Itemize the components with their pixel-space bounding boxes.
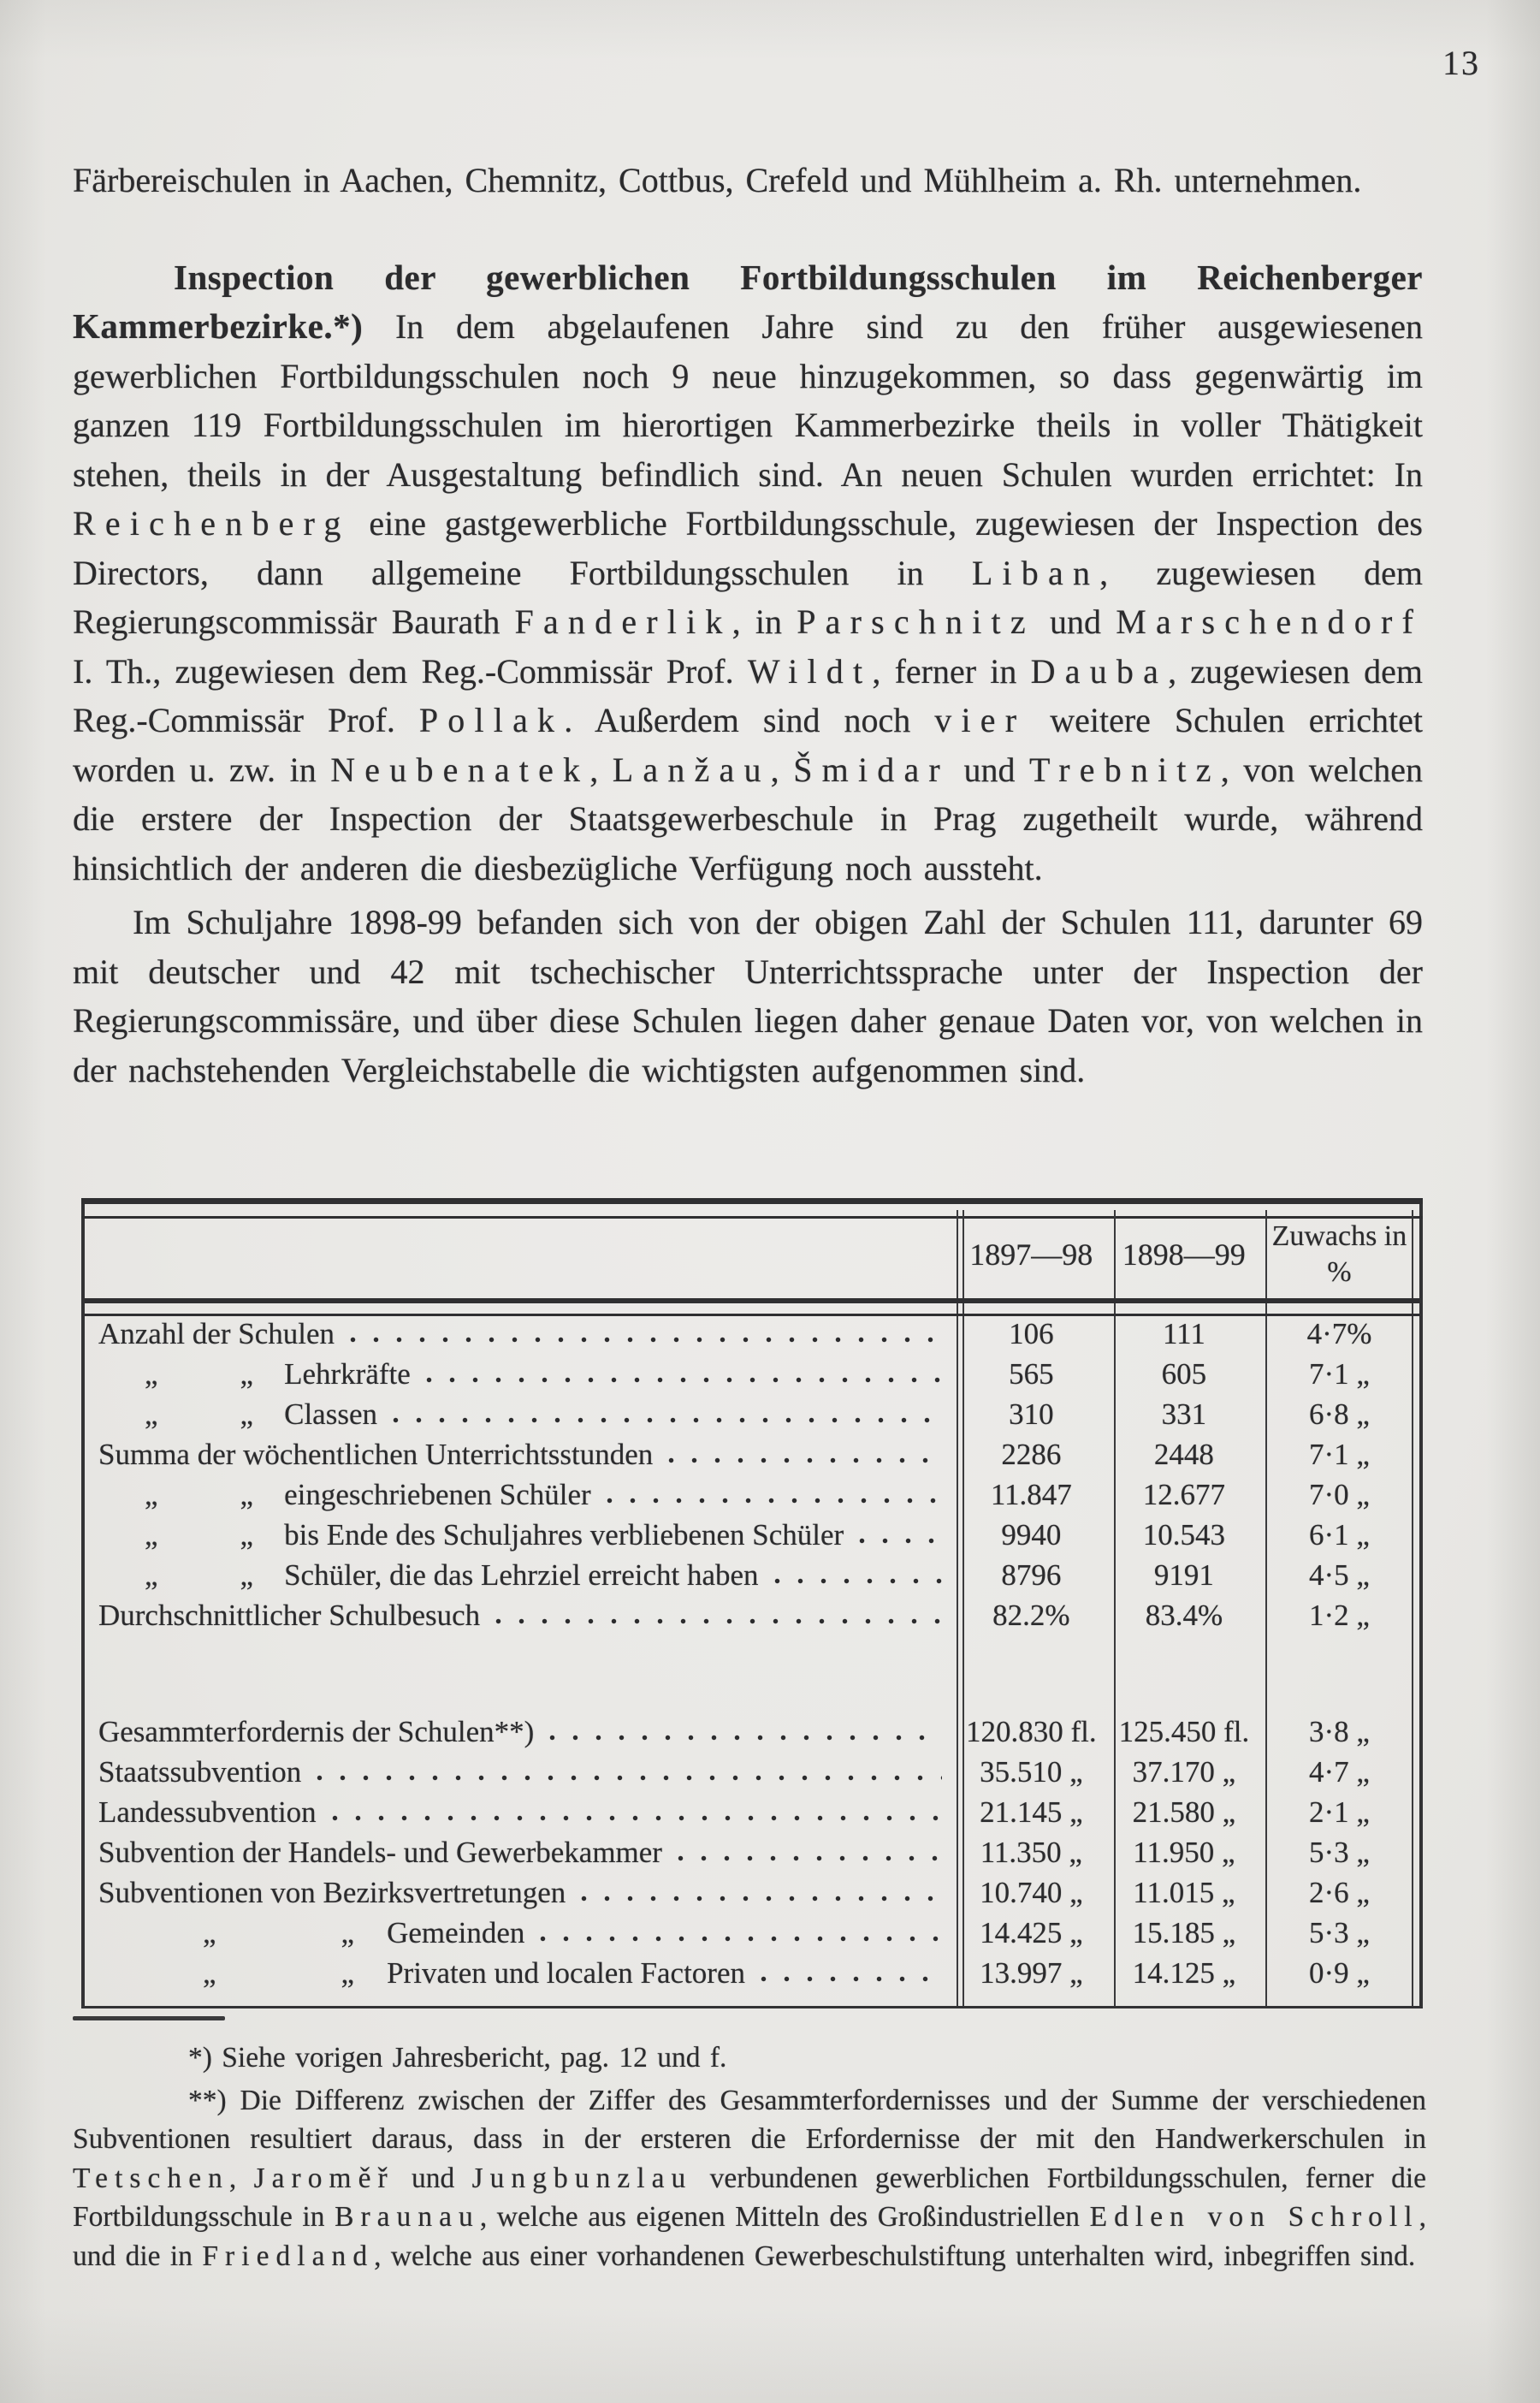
text-segment: Wildt xyxy=(747,651,873,691)
table-row xyxy=(85,1314,1419,1354)
ditto-mark: „ xyxy=(145,1477,158,1511)
dot-leader xyxy=(332,1815,942,1821)
table-row xyxy=(85,1394,1419,1434)
ditto-mark: „ xyxy=(341,1955,355,1990)
text-segment: eine gastgewerbliche Fortbildungsschule, zugewiesen der Inspection des Directors, dann allgemeine Fortbildungsschulen in xyxy=(73,504,1423,592)
ditto-mark: „ xyxy=(240,1558,254,1592)
cell-1897-98: 565 xyxy=(1009,1356,1054,1391)
cell-1898-99: 83.4% xyxy=(1145,1598,1223,1632)
cell-1898-99: 2448 xyxy=(1153,1437,1214,1471)
row-label xyxy=(85,1357,954,1391)
text-segment: Friedland xyxy=(202,2240,375,2272)
table-row xyxy=(85,1434,1419,1474)
dot-leader xyxy=(678,1855,942,1861)
text-segment: Edlen von Schroll xyxy=(1089,2201,1419,2233)
text-segment: , xyxy=(228,2162,254,2194)
row-label xyxy=(85,1397,954,1432)
text-segment: Lanžau xyxy=(612,750,771,789)
cell-1897-98: 11.350 „ xyxy=(980,1835,1082,1869)
cell-zuwachs: 0·9 „ xyxy=(1309,1955,1370,1990)
text-segment: weitere Schulen errichtet worden u. zw. in xyxy=(73,701,1423,789)
cell-1897-98: 35.510 „ xyxy=(980,1754,1083,1789)
table-group xyxy=(85,1314,1419,1635)
cell-1898-99: 9191 xyxy=(1153,1558,1214,1592)
text-segment: vier xyxy=(934,701,1027,739)
cell-zuwachs: 7·1 „ xyxy=(1309,1356,1370,1391)
text-segment: , xyxy=(770,750,794,789)
text-segment: Liban xyxy=(971,553,1100,592)
cell-1898-99: 14.125 „ xyxy=(1132,1955,1236,1990)
row-label-text: Anzahl der Schulen xyxy=(98,1316,335,1350)
cell-1897-98: 310 xyxy=(1009,1397,1054,1431)
footnotes xyxy=(73,2038,1426,2275)
text-segment: Färbereischulen in Aachen, Chemnitz, Cottbus, Crefeld und Mühlheim a. Rh. unternehmen. xyxy=(73,161,1362,199)
ditto-mark: „ xyxy=(240,1397,254,1431)
cell-1897-98: 106 xyxy=(1009,1316,1054,1350)
row-label xyxy=(85,1599,954,1633)
text-segment: Tetschen xyxy=(73,2162,229,2194)
header-zuwachs: Zuwachs in % xyxy=(1271,1220,1407,1288)
paragraph xyxy=(73,898,1423,1095)
text-segment: **) Die Differenz zwischen der Ziffer des Gesammterfordernisses und der Summe der verschiedenen Subventionen resultiert daraus, dass in der ersteren die Erfordernisse der mit den Handwerkerschulen in xyxy=(73,2084,1426,2155)
footnote-rule xyxy=(73,2016,225,2020)
header-1898-99: 1898—99 xyxy=(1122,1237,1246,1272)
text-segment: , zugewiesen dem Reg.-Commissär Prof. xyxy=(73,651,1424,739)
cell-1898-99: 21.580 „ xyxy=(1132,1795,1236,1829)
dot-leader xyxy=(540,1936,941,1942)
cell-1897-98: 8796 xyxy=(1001,1558,1062,1592)
row-label xyxy=(85,1518,954,1552)
cell-1897-98: 2286 xyxy=(1001,1437,1062,1471)
cell-1898-99: 111 xyxy=(1162,1316,1205,1350)
cell-1898-99: 605 xyxy=(1161,1356,1207,1391)
dot-leader xyxy=(581,1896,942,1902)
text-segment: , xyxy=(589,750,613,789)
dot-leader xyxy=(607,1498,942,1504)
row-label-text: Summa der wöchentlichen Unterrichtsstunden xyxy=(98,1437,654,1471)
row-label-text: Gemeinden xyxy=(387,1915,525,1949)
cell-zuwachs: 7·0 „ xyxy=(1309,1477,1370,1511)
text-segment: Inspection der gewerblichen Fortbildungsschulen im Reichenberger Kammerbezirke.*) xyxy=(73,257,1423,346)
text-segment: Reichenberg xyxy=(73,504,351,543)
text-segment: I. Th., zugewiesen dem Reg.-Commissär Prof. xyxy=(73,651,748,691)
text-segment: In dem abgelaufenen Jahre sind zu den früher ausgewiesenen gewerblichen Fortbildungsschulen noch 9 neue hinzugekommen, so dass gegenwärtig im ganzen 119 Fortbildungsschulen im hierortigen Kammerbezirke theils in voller Thätigkeit stehen, theils in der Ausgestaltung befindlich sind. An neuen Schulen wurden errichtet: In xyxy=(73,307,1423,494)
text-segment: , in xyxy=(732,602,797,641)
text-segment: Jungbunzlau xyxy=(471,2162,693,2194)
row-label-text: Classen xyxy=(284,1397,377,1431)
text-segment: und xyxy=(1034,602,1116,641)
row-label xyxy=(85,1956,954,1991)
dot-leader xyxy=(426,1377,942,1383)
text-segment: , welche aus eigenen Mitteln des Großindustriellen xyxy=(479,2201,1090,2233)
cell-zuwachs: 2·6 „ xyxy=(1309,1875,1370,1909)
text-segment: , ferner in xyxy=(872,651,1031,691)
table-row xyxy=(85,1752,1419,1792)
row-label-text: bis Ende des Schuljahres verbliebenen Schüler xyxy=(284,1517,844,1552)
cell-zuwachs: 4·5 „ xyxy=(1309,1558,1370,1592)
dot-leader xyxy=(668,1457,942,1463)
comparison-table xyxy=(81,1198,1423,2008)
table-group xyxy=(85,1712,1419,1993)
cell-zuwachs: 5·3 „ xyxy=(1309,1835,1370,1869)
table-row xyxy=(85,1792,1419,1832)
cell-1897-98: 21.145 „ xyxy=(980,1795,1083,1829)
row-label-text: Schüler, die das Lehrziel erreicht haben xyxy=(284,1558,759,1592)
footnote xyxy=(73,2081,1426,2276)
row-label xyxy=(85,1755,954,1789)
text-segment: , zugewiesen dem Regierungscommissär Baurath xyxy=(73,553,1424,641)
text-segment: , und die in xyxy=(73,2201,1426,2272)
ditto-mark: „ xyxy=(145,1558,158,1592)
table-row xyxy=(85,1354,1419,1394)
row-label-text: eingeschriebenen Schüler xyxy=(284,1477,591,1511)
text-segment: Fanderlik xyxy=(514,602,732,641)
row-label xyxy=(85,1478,954,1512)
table-body xyxy=(85,1314,1419,1993)
ditto-mark: „ xyxy=(240,1517,254,1552)
cell-1898-99: 10.543 xyxy=(1142,1517,1226,1552)
cell-1898-99: 11.015 „ xyxy=(1133,1875,1235,1909)
table-row xyxy=(85,1872,1419,1913)
text-segment: Im Schuljahre 1898-99 befanden sich von der obigen Zahl der Schulen 111, darunter 69 mit deutscher und 42 mit tschechischer Unterrichtssprache unter der Inspection der Regierungscommissäre, und über diese Schulen liegen daher genaue Daten vor, von welchen in der nachstehenden Vergleichstabelle die wichtigsten aufgenommen sind. xyxy=(73,903,1423,1089)
text-segment: . Außerdem sind noch xyxy=(564,701,935,739)
row-label xyxy=(85,1715,954,1749)
row-label-text: Staatssubvention xyxy=(98,1754,302,1789)
text-segment: Dauba xyxy=(1030,651,1169,691)
row-label-text: Durchschnittlicher Schulbesuch xyxy=(98,1598,481,1632)
ditto-mark: „ xyxy=(145,1356,158,1391)
dot-leader xyxy=(393,1417,942,1423)
table-row xyxy=(85,1555,1419,1595)
cell-zuwachs: 5·3 „ xyxy=(1309,1915,1370,1949)
text-segment: Marschendorf xyxy=(1116,602,1423,641)
table-row xyxy=(85,1595,1419,1635)
text-segment: Neubenatek xyxy=(330,750,590,789)
ditto-mark: „ xyxy=(203,1915,216,1949)
cell-1897-98: 14.425 „ xyxy=(980,1915,1083,1949)
cell-zuwachs: 6·8 „ xyxy=(1309,1397,1370,1431)
footnote xyxy=(73,2038,1426,2078)
cell-zuwachs: 4·7% xyxy=(1306,1316,1372,1350)
row-label-text: Subventionen von Bezirksvertretungen xyxy=(98,1875,566,1909)
text-segment: Trebnitz xyxy=(1029,750,1221,789)
cell-1898-99: 125.450 fl. xyxy=(1118,1714,1250,1748)
dot-leader xyxy=(761,1976,942,1982)
dot-leader xyxy=(495,1618,942,1624)
page-number: 13 xyxy=(1442,44,1480,82)
text-segment: Parschnitz xyxy=(797,602,1035,641)
body-text xyxy=(73,156,1423,1095)
cell-1898-99: 11.950 „ xyxy=(1133,1835,1235,1869)
text-segment: Jaroměř xyxy=(253,2162,394,2194)
row-label-text: Subvention der Handels- und Gewerbekammer xyxy=(98,1835,662,1869)
table-row xyxy=(85,1474,1419,1515)
cell-zuwachs: 1·2 „ xyxy=(1309,1598,1370,1632)
cell-1898-99: 37.170 „ xyxy=(1132,1754,1236,1789)
row-label-text: Landessubvention xyxy=(98,1795,317,1829)
row-label xyxy=(85,1438,954,1472)
cell-zuwachs: 3·8 „ xyxy=(1309,1714,1370,1748)
cell-1897-98: 13.997 „ xyxy=(980,1955,1083,1990)
row-label-text: Privaten und localen Factoren xyxy=(387,1955,745,1990)
header-1897-98: 1897—98 xyxy=(969,1237,1093,1272)
cell-1898-99: 331 xyxy=(1161,1397,1207,1431)
cell-1898-99: 12.677 xyxy=(1142,1477,1226,1511)
paragraph xyxy=(73,253,1423,893)
text-segment: und xyxy=(394,2162,472,2194)
ditto-mark: „ xyxy=(240,1477,254,1511)
cell-1897-98: 82.2% xyxy=(992,1598,1070,1632)
row-label xyxy=(85,1317,954,1351)
dot-leader xyxy=(774,1578,942,1584)
table-header-row xyxy=(85,1212,1419,1297)
text-segment: *) Siehe vorigen Jahresbericht, pag. 12 und f. xyxy=(188,2042,727,2074)
cell-1898-99: 15.185 „ xyxy=(1132,1915,1236,1949)
row-label-text: Gesammterfordernis der Schulen**) xyxy=(98,1714,535,1748)
cell-zuwachs: 2·1 „ xyxy=(1309,1795,1370,1829)
table-row xyxy=(85,1712,1419,1752)
cell-zuwachs: 4·7 „ xyxy=(1309,1754,1370,1789)
dot-leader xyxy=(350,1337,942,1343)
cell-1897-98: 11.847 xyxy=(990,1477,1072,1511)
table-row xyxy=(85,1515,1419,1555)
row-label xyxy=(85,1836,954,1870)
row-label xyxy=(85,1876,954,1910)
text-segment: verbundenen gewerblichen Fortbildungsschulen, ferner die Fortbildungsschule in xyxy=(73,2162,1427,2233)
ditto-mark: „ xyxy=(145,1397,158,1431)
cell-zuwachs: 6·1 „ xyxy=(1309,1517,1370,1552)
text-segment: , von welchen die erstere der Inspection der Staatsgewerbeschule in Prag zugetheilt wurde, während hinsichtlich der anderen die diesbezügliche Verfügung noch aussteht. xyxy=(73,750,1424,887)
dot-leader xyxy=(317,1775,942,1781)
dot-leader xyxy=(859,1538,942,1544)
ditto-mark: „ xyxy=(341,1915,355,1949)
ditto-mark: „ xyxy=(240,1356,254,1391)
row-label xyxy=(85,1795,954,1830)
ditto-mark: „ xyxy=(203,1955,216,1990)
table-row xyxy=(85,1953,1419,1993)
table-row xyxy=(85,1913,1419,1953)
dot-leader xyxy=(549,1735,942,1741)
paragraph xyxy=(73,156,1423,205)
cell-1897-98: 9940 xyxy=(1001,1517,1062,1552)
cell-zuwachs: 7·1 „ xyxy=(1309,1437,1370,1471)
table-row xyxy=(85,1832,1419,1872)
text-segment: , welche aus einer vorhandenen Gewerbeschulstiftung unterhalten wird, inbegriffen sind. xyxy=(374,2240,1416,2272)
row-label xyxy=(85,1916,954,1950)
row-label-text: Lehrkräfte xyxy=(284,1356,411,1391)
cell-1897-98: 120.830 fl. xyxy=(966,1714,1097,1748)
text-segment: und xyxy=(949,750,1030,789)
text-segment: Šmidar xyxy=(793,750,950,789)
text-segment: Braunau xyxy=(335,2201,480,2233)
row-label xyxy=(85,1558,954,1593)
cell-1897-98: 10.740 „ xyxy=(980,1875,1083,1909)
ditto-mark: „ xyxy=(145,1517,158,1552)
text-segment: Pollak xyxy=(418,701,565,739)
